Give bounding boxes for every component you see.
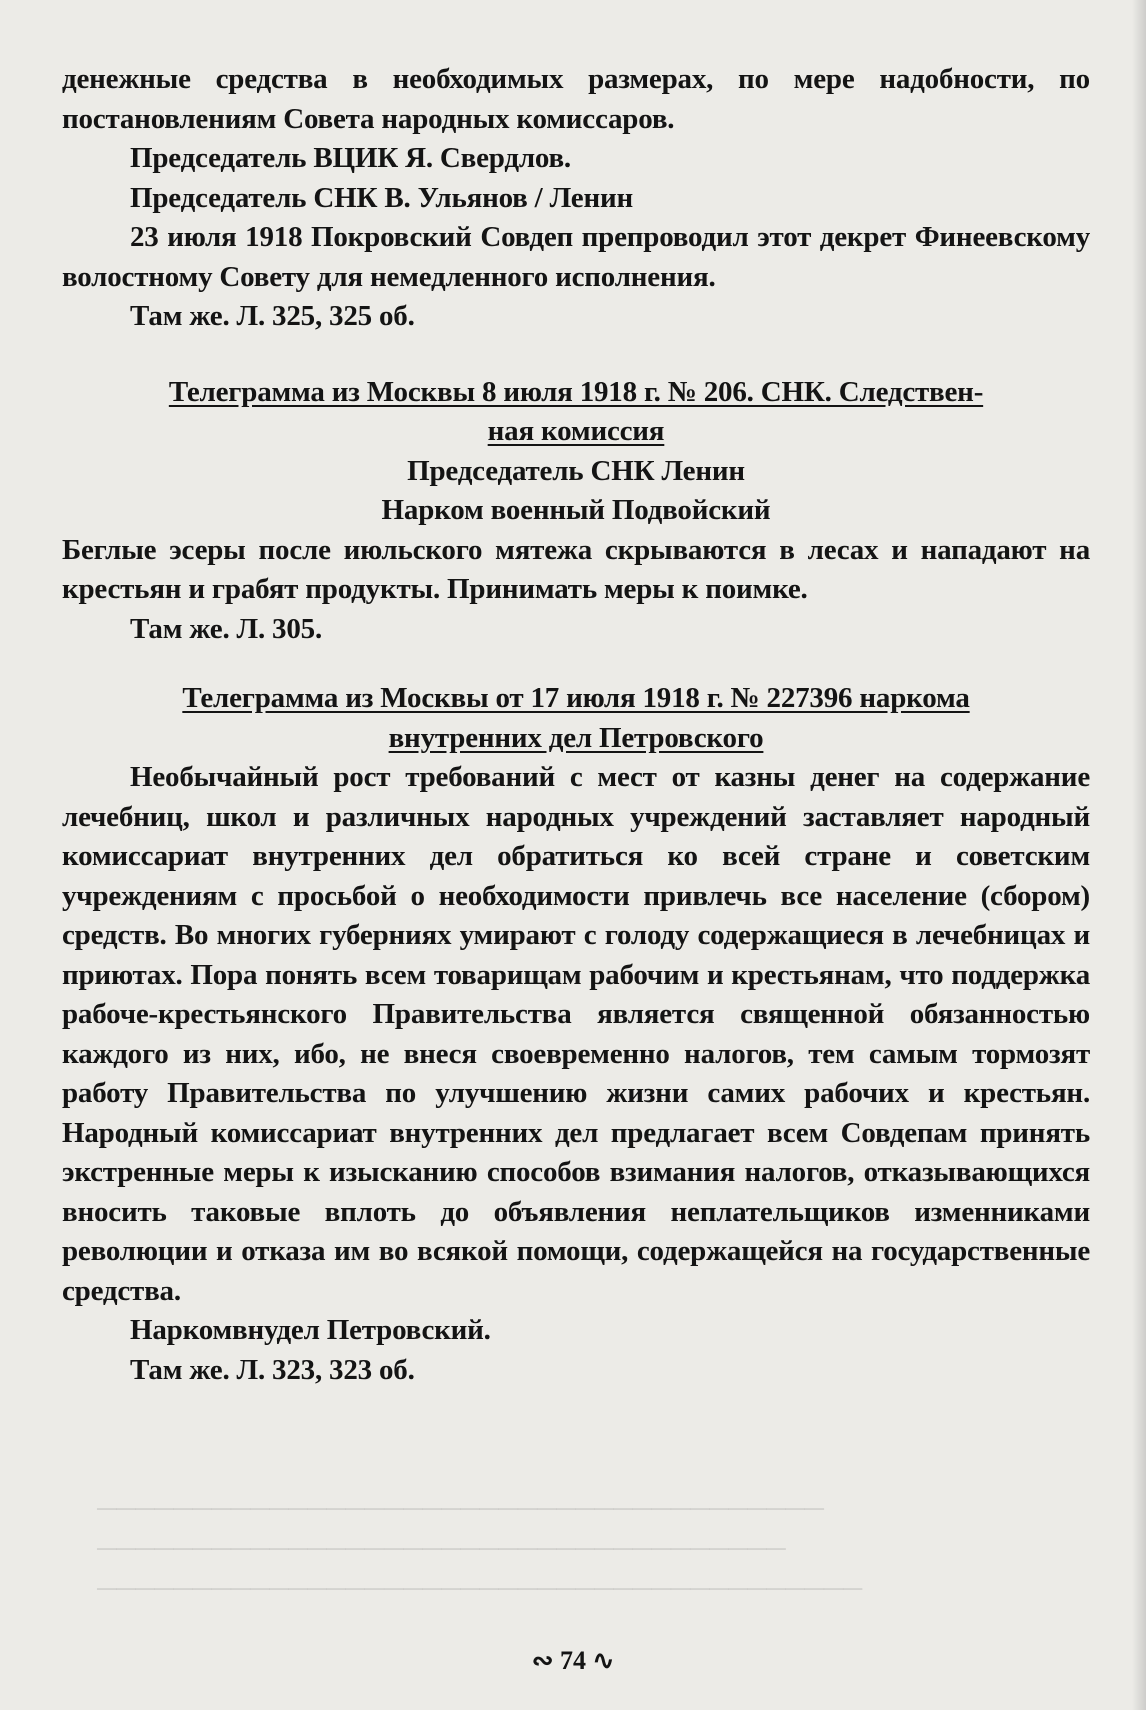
telegram-signatory: Нарком военный Подвойский — [381, 494, 771, 526]
paragraph-decree-forwarded: 23 июля 1918 Покровский Совдеп препроводил этот декрет Финеевскому волостному Совету для немедленного исполнения. — [62, 221, 1090, 293]
paragraph-continuation: денежные средства в необходимых размерах, по мере надобности, по постановлениям Совета народных комиссаров. — [62, 63, 1090, 135]
page-number-footer — [0, 1646, 1146, 1676]
page-number: 74 — [560, 1646, 586, 1675]
telegram-heading-line1: Телеграмма из Москвы 8 июля 1918 г. № 206. СНК. Следствен- — [168, 375, 984, 408]
page-edge-shadow — [1132, 0, 1146, 1710]
telegram-signatory: Наркомвнудел Петровский. — [130, 1314, 491, 1346]
signature-sverdlov: Председатель ВЦИК Я. Свердлов. — [130, 142, 571, 174]
bleed-through-texture: ──────────────────────────────────────── ──────────────────────────────────── ────────────────────────────────────── — [97, 1495, 863, 1605]
ornament-right-icon: ∿ — [592, 1646, 615, 1675]
telegram-heading-line2: ная комиссия — [487, 415, 665, 447]
telegram-heading-line2: внутренних дел Петровского — [388, 721, 764, 754]
telegram-body: Необычайный рост требований с мест от казны денег на содержание лечебниц, школ и различных народных учреждений заставляет народный комиссариат внутренних дел обратиться ко всей стране и советским учреждениям с просьбой о необходимости привлечь все население (сбором) средств. Во многих губерниях умирают с голоду содержащиеся в лечебницах и приютах. Пора понять всем товарищам рабочим и крестьянам, что поддержка рабоче-крестьянского Правительства является священной обязанностью каждого из них, ибо, не внеся своевременно налогов, тем самым тормозят работу Правительства по улучшению жизни самих рабочих и крестьян. Народный комиссариат внутренних дел предлагает всем Совдепам принять экстренные меры к изысканию способов взимания налогов, отказывающихся вносить таковые вплоть до объявления неплательщиков изменниками революции и отказа им во всякой помощи, содержащейся на государственные средства. — [62, 761, 1090, 1307]
archive-reference: Там же. Л. 325, 325 об. — [130, 300, 415, 332]
telegram-heading-line1: Телеграмма из Москвы от 17 июля 1918 г. № 227396 наркома — [182, 682, 970, 714]
ornament-left-icon: ∾ — [531, 1646, 554, 1675]
archive-reference: Там же. Л. 305. — [130, 612, 322, 645]
signature-lenin: Председатель СНК В. Ульянов / Ленин — [130, 181, 633, 214]
document-text — [62, 60, 1090, 1390]
telegram-body: Беглые эсеры после июльского мятежа скрываются в лесах и нападают на крестьян и грабят продукты. Принимать меры к поимке. — [62, 533, 1090, 605]
archive-reference: Там же. Л. 323, 323 об. — [130, 1353, 415, 1386]
telegram-signatory: Председатель СНК Ленин — [407, 454, 745, 487]
